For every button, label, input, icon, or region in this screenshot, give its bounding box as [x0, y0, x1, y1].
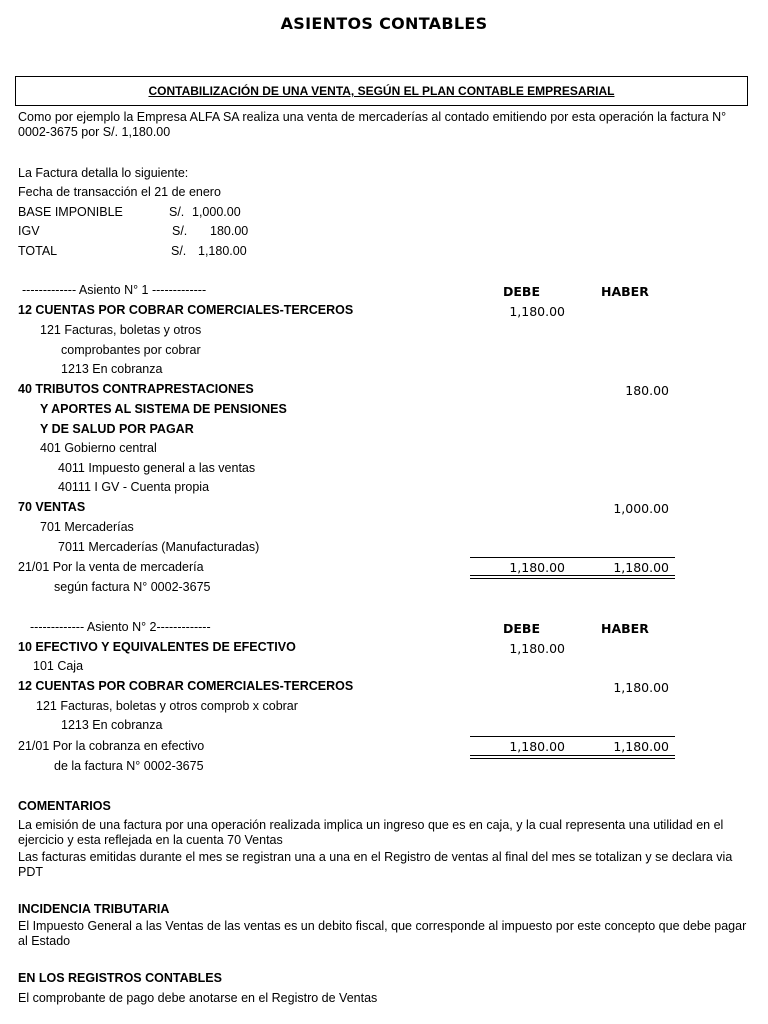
entry1-account-1213: 1213 En cobranza — [61, 362, 163, 376]
entry1-account-12: 12 CUENTAS POR COBRAR COMERCIALES-TERCEROS — [18, 303, 354, 317]
entry1-gloss: 21/01 Por la venta de mercadería — [18, 560, 204, 574]
total-amount: 1,180.00 — [198, 244, 247, 258]
base-imponible-amount: 1,000.00 — [192, 205, 241, 219]
entry2-gloss: 21/01 Por la cobranza en efectivo — [18, 739, 205, 753]
comments-heading: COMENTARIOS — [18, 799, 111, 813]
records-heading: EN LOS REGISTROS CONTABLES — [18, 971, 222, 985]
entry1-header: ------------- Asiento N° 1 ------------- — [22, 283, 207, 297]
entry1-account-7011: 7011 Mercaderías (Manufacturadas) — [58, 540, 260, 554]
tax-paragraph: El Impuesto General a las Ventas de las ventas es un debito fiscal, que corresponde al impuesto por este concepto que debe pagar al Estado — [18, 919, 747, 948]
entry1-account-40: 40 TRIBUTOS CONTRAPRESTACIONES — [18, 382, 254, 396]
entry1-account-121: 121 Facturas, boletas y otros — [40, 323, 202, 337]
entry2-total-debe: 1,180.00 — [509, 739, 565, 754]
entry1-total-haber: 1,180.00 — [613, 560, 669, 575]
entry1-account-121-cont: comprobantes por cobrar — [61, 343, 201, 357]
entry2-total-haber: 1,180.00 — [613, 739, 669, 754]
entry1-account-70: 70 VENTAS — [18, 500, 86, 514]
entry1-total-debe: 1,180.00 — [509, 560, 565, 575]
records-paragraph: El comprobante de pago debe anotarse en el Registro de Ventas — [18, 991, 378, 1005]
entry1-account-40-cont2: Y DE SALUD POR PAGAR — [40, 422, 194, 436]
total-currency: S/. — [171, 244, 187, 258]
entry2-double-rule — [470, 755, 675, 759]
entry1-account-40-cont1: Y APORTES AL SISTEMA DE PENSIONES — [40, 402, 287, 416]
entry2-account-12: 12 CUENTAS POR COBRAR COMERCIALES-TERCEROS — [18, 679, 354, 693]
entry1-total-rule — [470, 557, 675, 558]
page-title: ASIENTOS CONTABLES — [280, 14, 488, 33]
entry1-haber-header: HABER — [601, 284, 649, 299]
entry2-haber-header: HABER — [601, 621, 649, 636]
entry2-total-rule — [470, 736, 675, 737]
entry2-header: ------------- Asiento N° 2------------- — [30, 620, 211, 634]
entry2-debe-header: DEBE — [503, 621, 540, 636]
igv-amount: 180.00 — [210, 224, 249, 238]
entry2-account-121: 121 Facturas, boletas y otros comprob x cobrar — [36, 699, 298, 713]
base-imponible-currency: S/. — [169, 205, 185, 219]
invoice-heading: La Factura detalla lo siguiente: — [18, 166, 189, 180]
entry2-gloss-cont: de la factura N° 0002-3675 — [54, 759, 204, 773]
tax-heading: INCIDENCIA TRIBUTARIA — [18, 902, 170, 916]
entry1-account-40-haber: 180.00 — [625, 383, 669, 398]
invoice-date: Fecha de transacción el 21 de enero — [18, 185, 221, 199]
entry1-account-70-haber: 1,000.00 — [613, 501, 669, 516]
entry2-account-1213: 1213 En cobranza — [61, 718, 163, 732]
comments-paragraph-1: La emisión de una factura por una operación realizada implica un ingreso que es en caja, y la cual representa una utilidad en el ejercicio y esta reflejada en la cuenta 70 Ventas — [18, 818, 724, 847]
entry2-account-101: 101 Caja — [33, 659, 84, 673]
entry1-account-4011: 4011 Impuesto general a las ventas — [58, 461, 256, 475]
entry2-account-10: 10 EFECTIVO Y EQUIVALENTES DE EFECTIVO — [18, 640, 296, 654]
entry1-gloss-cont: según factura N° 0002-3675 — [54, 580, 211, 594]
section-title: CONTABILIZACIÓN DE UNA VENTA, SEGÚN EL PLAN CONTABLE EMPRESARIAL — [148, 84, 615, 98]
total-label: TOTAL — [18, 244, 58, 258]
entry1-account-40111: 40111 I GV - Cuenta propia — [58, 480, 210, 494]
igv-label: IGV — [18, 224, 40, 238]
entry2-account-10-debe: 1,180.00 — [509, 641, 565, 656]
entry1-debe-header: DEBE — [503, 284, 540, 299]
entry1-account-701: 701 Mercaderías — [40, 520, 134, 534]
comments-paragraph-2: Las facturas emitidas durante el mes se registran una a una en el Registro de ventas al final del mes se totalizan y se declara via PDT — [18, 850, 733, 879]
entry1-account-12-debe: 1,180.00 — [509, 304, 565, 319]
entry2-account-12-haber: 1,180.00 — [613, 680, 669, 695]
igv-currency: S/. — [172, 224, 188, 238]
entry1-double-rule — [470, 575, 675, 579]
intro-paragraph: Como por ejemplo la Empresa ALFA SA realiza una venta de mercaderías al contado emitiendo por esta operación la factura N° 0002-3675 por S/. 1,180.00 — [18, 110, 727, 139]
entry1-account-401: 401 Gobierno central — [40, 441, 157, 455]
base-imponible-label: BASE IMPONIBLE — [18, 205, 123, 219]
section-title-box — [15, 76, 748, 106]
